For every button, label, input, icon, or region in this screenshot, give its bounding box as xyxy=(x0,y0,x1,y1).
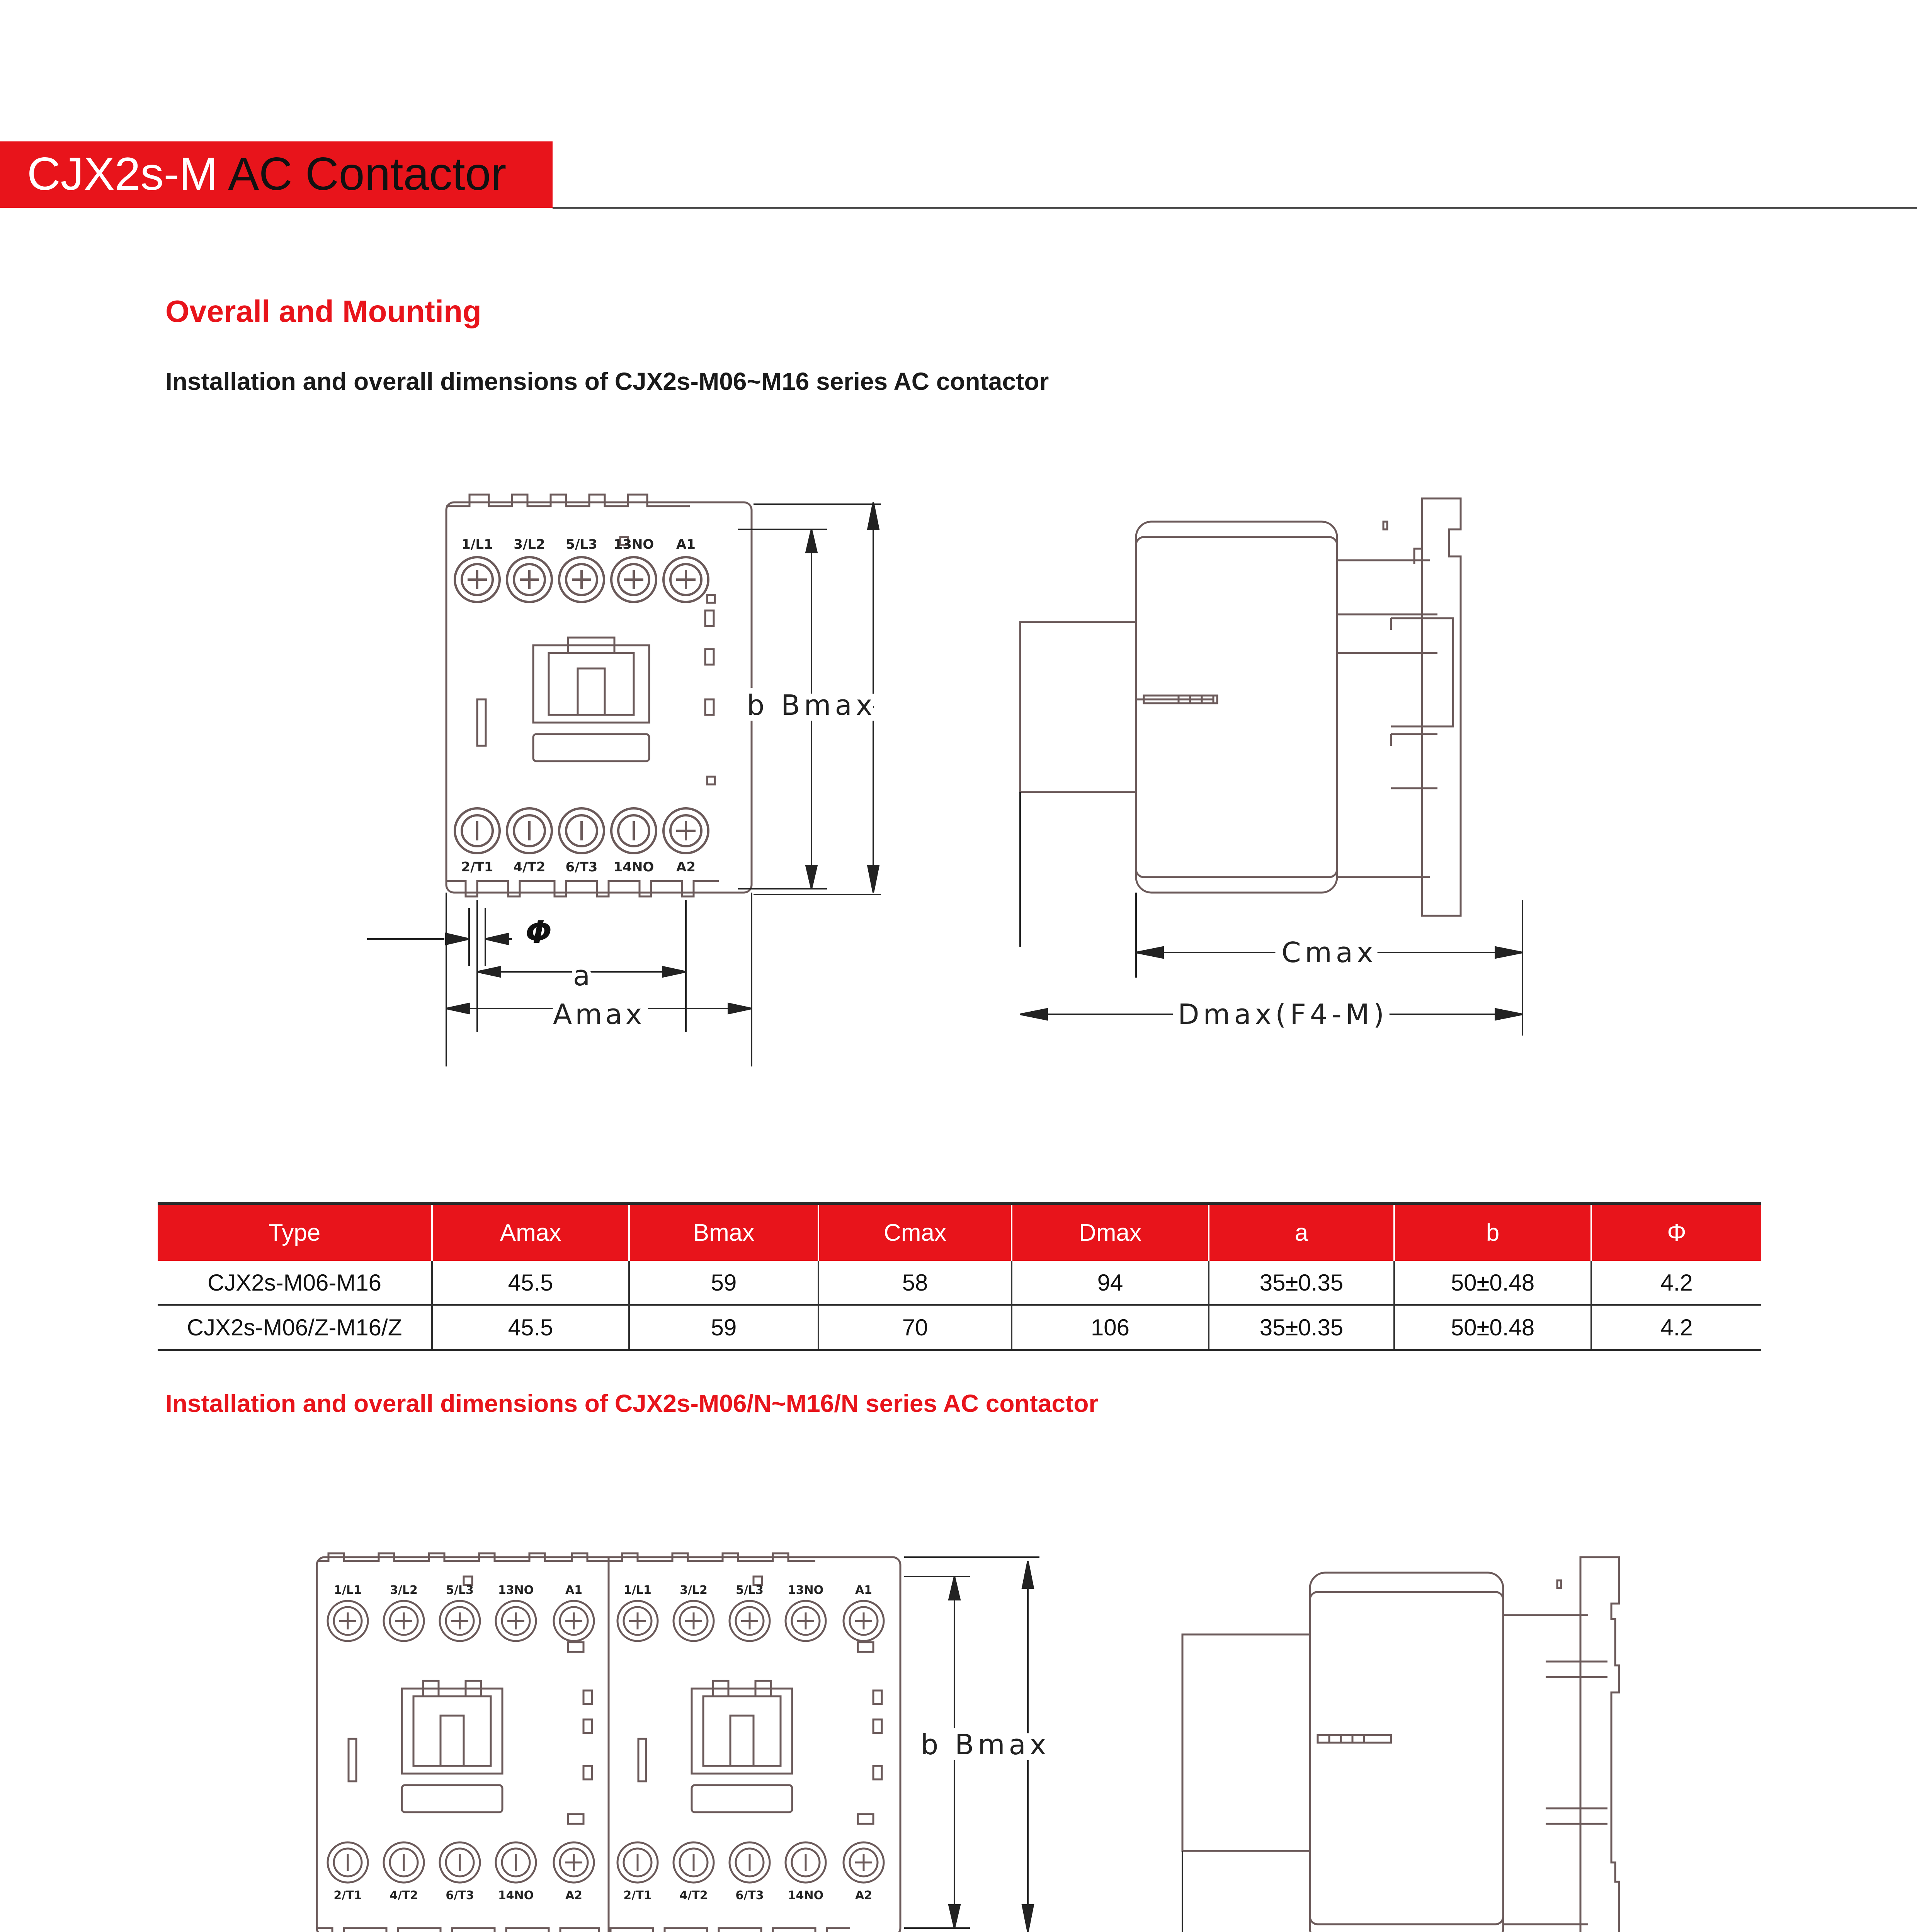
terminal-label: 14NO xyxy=(788,1889,824,1902)
header-rule xyxy=(553,207,1917,209)
table1 xyxy=(158,1202,1761,1351)
table-header-cell: b xyxy=(1394,1203,1591,1261)
table-header-cell: Type xyxy=(158,1203,432,1261)
terminal-label: 14NO xyxy=(613,859,654,875)
dim-b-bmax: b Bmax xyxy=(920,1728,1050,1761)
table-cell: 59 xyxy=(629,1261,818,1305)
table-cell: 59 xyxy=(629,1305,818,1350)
table-cell: 50±0.48 xyxy=(1394,1305,1591,1350)
terminal-label: 1/L1 xyxy=(624,1583,651,1597)
dim-b-bmax: b Bmax xyxy=(747,689,876,721)
terminal-label: 4/T2 xyxy=(679,1889,708,1902)
terminal-label: 5/L3 xyxy=(446,1583,474,1597)
table-header-cell: a xyxy=(1209,1203,1394,1261)
terminal-label: 13NO xyxy=(613,537,654,552)
table-cell: 45.5 xyxy=(432,1305,629,1350)
terminal-label: 6/T3 xyxy=(735,1889,764,1902)
terminal-screw-icon xyxy=(455,808,708,853)
terminal-label: 5/L3 xyxy=(566,537,597,552)
table-cell: 4.2 xyxy=(1591,1305,1761,1350)
table-cell: 50±0.48 xyxy=(1394,1261,1591,1305)
terminal-label: A1 xyxy=(855,1583,873,1597)
table-header-cell: Amax xyxy=(432,1203,629,1261)
terminal-label: 3/L2 xyxy=(390,1583,418,1597)
terminal-label: A2 xyxy=(676,859,696,875)
terminal-label: 2/T1 xyxy=(623,1889,652,1902)
terminal-label: 1/L1 xyxy=(461,537,493,552)
terminal-label: 2/T1 xyxy=(461,859,493,875)
table-cell: CJX2s-M06-M16 xyxy=(158,1261,432,1305)
figure2-top-terminals xyxy=(328,1583,884,1641)
terminal-label: 1/L1 xyxy=(334,1583,362,1597)
figure1-side-view xyxy=(1020,491,1561,1051)
terminal-label: 3/L2 xyxy=(514,537,545,552)
table-cell: 45.5 xyxy=(432,1261,629,1305)
section-title: Overall and Mounting xyxy=(165,294,481,328)
terminal-label: 2/T1 xyxy=(333,1889,362,1902)
dim-dmax: Dmax(F4-M) xyxy=(1178,998,1388,1031)
table-cell: 94 xyxy=(1012,1261,1209,1305)
terminal-label: 6/T3 xyxy=(565,859,598,875)
terminal-screw-icon xyxy=(328,1601,884,1641)
table-header-cell: Cmax xyxy=(818,1203,1012,1261)
dim-cmax: Cmax xyxy=(1281,936,1377,969)
table-header-cell: Φ xyxy=(1591,1203,1761,1261)
table-header-cell: Bmax xyxy=(629,1203,818,1261)
terminal-label: 5/L3 xyxy=(736,1583,764,1597)
header-title-suffix: AC Contactor xyxy=(218,148,507,200)
terminal-label: 13NO xyxy=(498,1583,534,1597)
dim-amax: Amax xyxy=(553,998,645,1031)
terminal-label: 14NO xyxy=(498,1889,534,1902)
figure2-caption: Installation and overall dimensions of CJX2s-M06/N~M16/N series AC contactor xyxy=(165,1389,1099,1417)
figure2-front-view xyxy=(255,1546,1082,1932)
table-cell: CJX2s-M06/Z-M16/Z xyxy=(158,1305,432,1350)
figure2-bottom-terminals xyxy=(328,1842,884,1902)
terminal-label: A1 xyxy=(565,1583,583,1597)
dim-phi: Φ xyxy=(526,914,552,950)
terminal-label: 6/T3 xyxy=(446,1889,474,1902)
table-cell: 58 xyxy=(818,1261,1012,1305)
figure1-top-terminals xyxy=(455,537,708,602)
terminal-label: 4/T2 xyxy=(513,859,546,875)
table-cell: 4.2 xyxy=(1591,1261,1761,1305)
terminal-label: 13NO xyxy=(788,1583,824,1597)
table-cell: 106 xyxy=(1012,1305,1209,1350)
figure2-side-view xyxy=(1182,1553,1712,1932)
terminal-screw-icon xyxy=(455,557,708,602)
figure1-bottom-terminals xyxy=(455,808,708,875)
terminal-label: A2 xyxy=(565,1889,583,1902)
table-header-cell: Dmax xyxy=(1012,1203,1209,1261)
figure1-front-view xyxy=(367,483,927,1063)
terminal-label: 4/T2 xyxy=(390,1889,418,1902)
page-header-title xyxy=(27,147,506,201)
dim-a: a xyxy=(573,959,590,992)
series-name: CJX2s-M xyxy=(27,148,218,200)
terminal-label: A1 xyxy=(676,537,696,552)
table-row xyxy=(158,1261,1761,1305)
table-cell: 35±0.35 xyxy=(1209,1305,1394,1350)
terminal-label: A2 xyxy=(855,1889,873,1902)
figure1-caption: Installation and overall dimensions of CJX2s-M06~M16 series AC contactor xyxy=(165,367,1049,395)
table-header-row xyxy=(158,1203,1761,1261)
table-row xyxy=(158,1305,1761,1350)
terminal-screw-icon xyxy=(328,1842,884,1883)
table-cell: 35±0.35 xyxy=(1209,1261,1394,1305)
terminal-label: 3/L2 xyxy=(680,1583,708,1597)
table-cell: 70 xyxy=(818,1305,1012,1350)
